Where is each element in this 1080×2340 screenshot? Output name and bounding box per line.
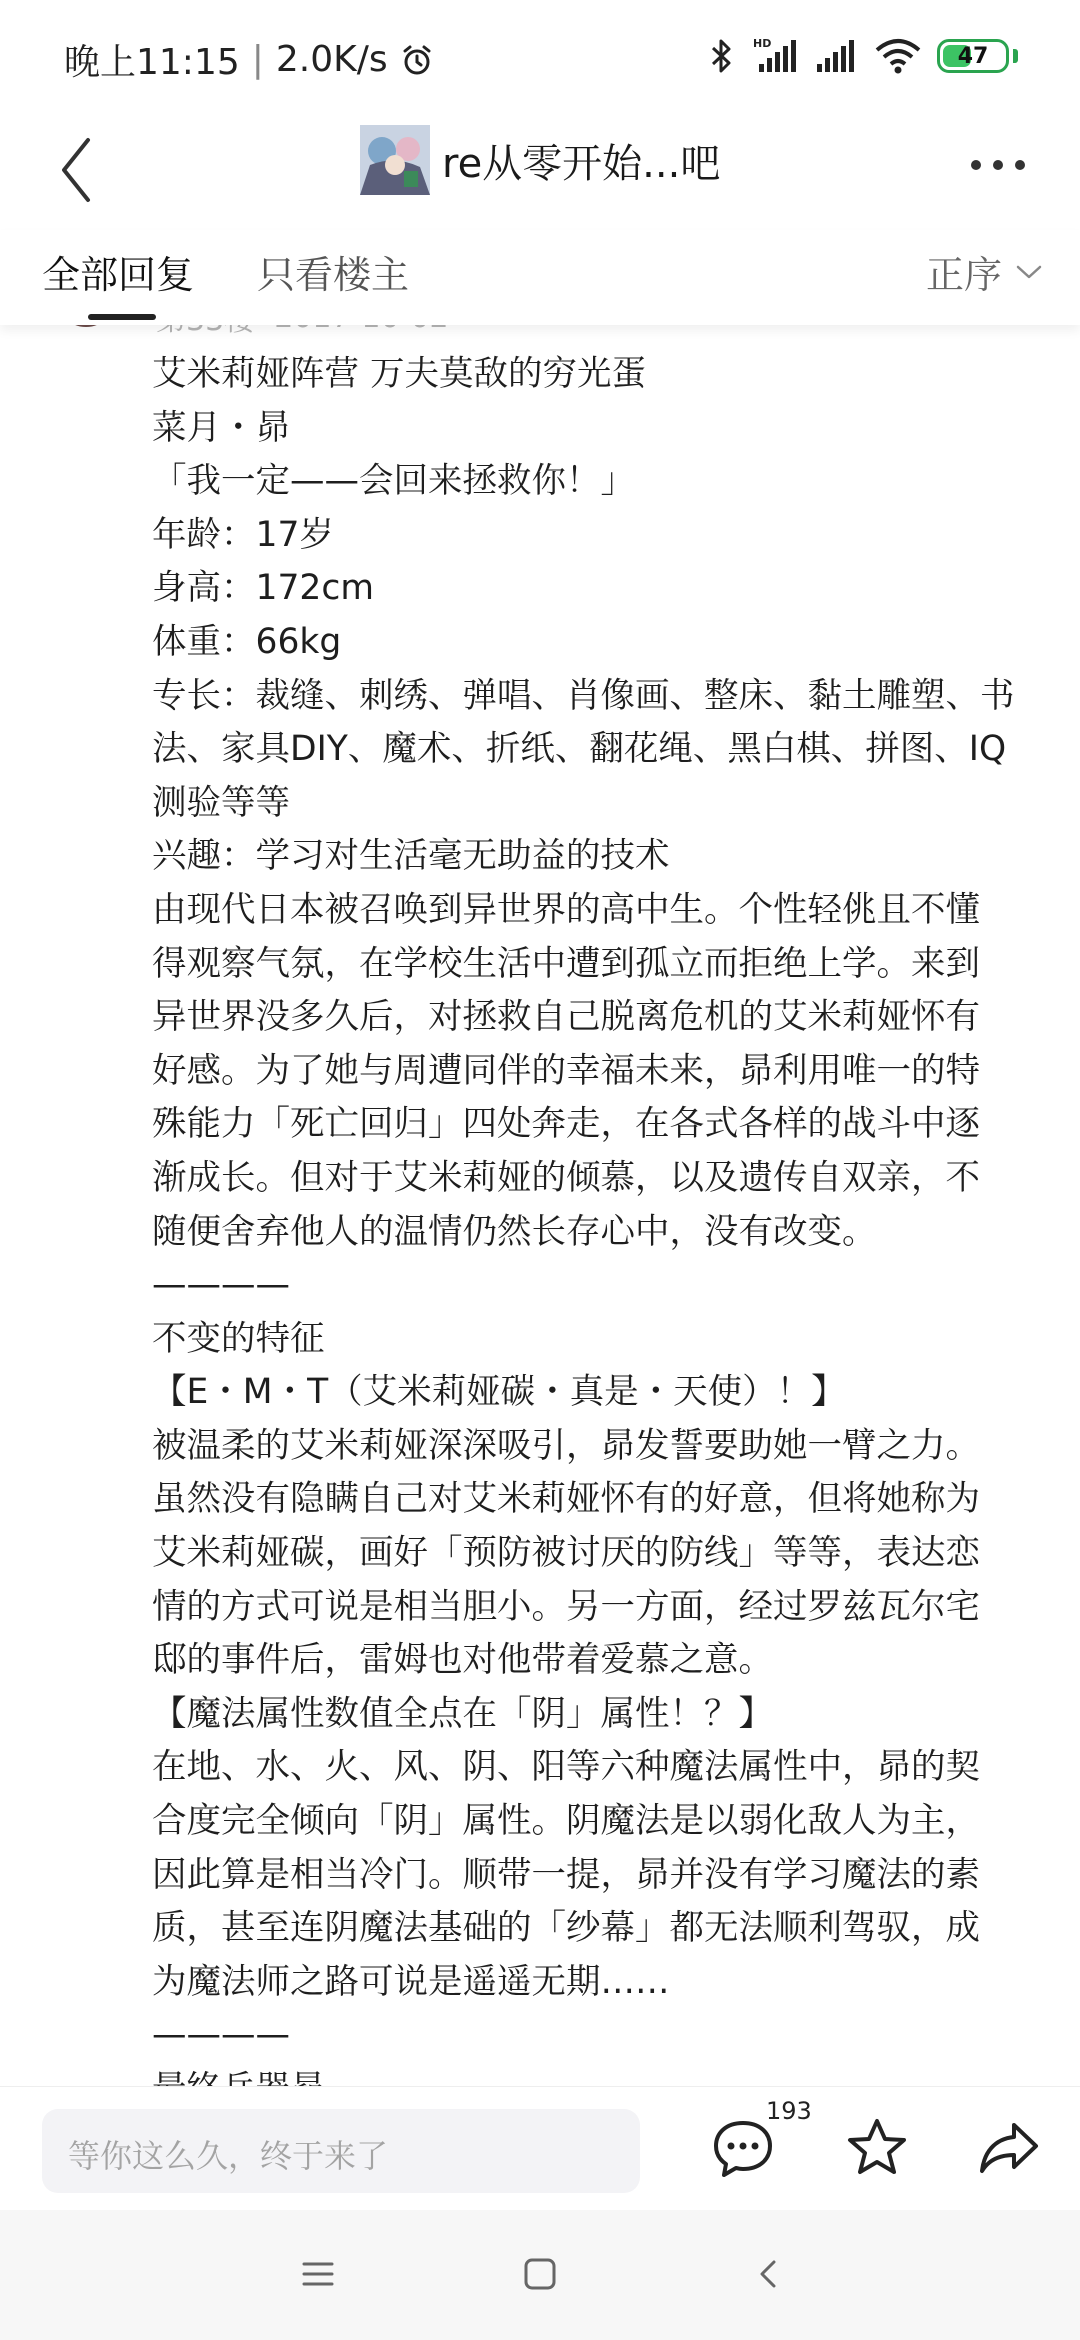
status-separator: | [251, 39, 264, 80]
star-icon[interactable] [842, 2113, 912, 2183]
post-line: 法、家具DIY、魔术、折纸、翻花绳、黑白棋、拼图、IQ [152, 729, 1007, 770]
tab-all-replies[interactable]: 全部回复 [42, 253, 195, 297]
post-line: 得观察气氛，在学校生活中遭到孤立而拒绝上学。来到 [152, 943, 980, 984]
post-content-area[interactable] [0, 300, 1080, 2086]
post-line: 测验等等 [152, 782, 290, 823]
post-line: 好感。为了她与周遭同伴的幸福未来，昴利用唯一的特 [152, 1050, 980, 1091]
post-line: 因此算是相当冷门。顺带一提，昴并没有学习魔法的素 [152, 1854, 980, 1895]
battery-tip [1013, 49, 1018, 63]
post-line: 渐成长。但对于艾米莉娅的倾慕，以及遗传自双亲，不 [152, 1157, 980, 1198]
signal-hd-icon [753, 36, 801, 76]
post-line: 由现代日本被召唤到异世界的高中生。个性轻佻且不懂 [152, 889, 980, 930]
post-line: 不变的特征 [152, 1318, 325, 1359]
post-line: 菜月・昴 [152, 407, 290, 448]
post-line: 情的方式可说是相当胆小。另一方面，经过罗兹瓦尔宅 [152, 1586, 980, 1627]
comment-count-badge: 193 [766, 2097, 812, 2125]
forum-avatar-image [360, 125, 430, 195]
tab-bar [0, 230, 1080, 325]
post-line: 身高：172cm [152, 568, 374, 609]
system-nav-bar [0, 2210, 1080, 2340]
more-dots-icon[interactable] [968, 150, 1028, 180]
signal-icon [815, 36, 859, 76]
post-line: 年龄：17岁 [152, 514, 334, 555]
post-body [152, 348, 1052, 2117]
post-line: 为魔法师之路可说是遥遥无期…… [152, 1961, 670, 2002]
forum-avatar[interactable] [360, 125, 430, 195]
chevron-down-icon [1016, 264, 1042, 280]
status-right [705, 36, 1018, 76]
post-line: 体重：66kg [152, 621, 342, 662]
post-line: 【E・M・T（艾米莉娅碳・真是・天使）！】 [152, 1372, 846, 1413]
post-line: 质，甚至连阴魔法基础的「纱幕」都无法顺利驾驭，成 [152, 1908, 980, 1949]
bluetooth-icon [705, 36, 739, 76]
post-line: 随便舍弃他人的温情仍然长存心中，没有改变。 [152, 1211, 877, 1252]
post-line: 异世界没多久后，对拯救自己脱离危机的艾米莉娅怀有 [152, 997, 980, 1038]
back-nav-icon[interactable] [748, 2254, 788, 2294]
post-line: 艾米莉娅碳，画好「预防被讨厌的防线」等等，表达恋 [152, 1533, 980, 1574]
post-line: 在地、水、火、风、阴、阳等六种魔法属性中，昴的契 [152, 1747, 980, 1788]
status-time: 晚上11:15 [64, 42, 240, 83]
status-left [64, 34, 434, 85]
network-speed: 2.0K/s [275, 39, 388, 80]
battery-indicator [937, 39, 1009, 73]
reply-input[interactable]: 等你这么久，终于来了 [42, 2109, 640, 2193]
post-line: 艾米莉娅阵营 万夫莫敌的穷光蛋 [152, 354, 646, 394]
status-bar [0, 0, 1080, 110]
share-icon[interactable] [974, 2113, 1044, 2183]
post-line: 被温柔的艾米莉娅深深吸引，昴发誓要助她一臂之力。 [152, 1425, 980, 1466]
back-arrow-icon[interactable] [52, 130, 112, 210]
post-line: 「我一定——会回来拯救你！」 [152, 461, 635, 502]
battery-level: 47 [957, 43, 989, 69]
alarm-icon [400, 43, 434, 77]
post-line: 合度完全倾向「阴」属性。阴魔法是以弱化敌人为主， [152, 1801, 980, 1842]
menu-icon[interactable] [298, 2254, 338, 2294]
home-icon[interactable] [520, 2254, 560, 2294]
tab-owner-only[interactable]: 只看楼主 [257, 253, 410, 297]
post-line: ———— [152, 1265, 290, 1306]
post-line: 兴趣：学习对生活毫无助益的技术 [152, 836, 670, 877]
post-line: 专长：裁缝、刺绣、弹唱、肖像画、整床、黏土雕塑、书 [152, 675, 1015, 716]
post-line: 殊能力「死亡回归」四处奔走，在各式各样的战斗中逐 [152, 1104, 980, 1145]
post-line: 【魔法属性数值全点在「阴」属性！？】 [152, 1693, 773, 1734]
post-line: ———— [152, 2015, 290, 2056]
svg-text:HD: HD [753, 37, 772, 50]
wifi-icon [873, 36, 923, 76]
tab-active-indicator [88, 314, 156, 320]
sort-label: 正序 [925, 253, 1002, 297]
reply-bar [0, 2086, 1080, 2210]
post-line: 邸的事件后，雷姆也对他带着爱慕之意。 [152, 1640, 773, 1681]
forum-title[interactable]: re从零开始...吧 [442, 141, 721, 187]
sort-toggle[interactable] [926, 244, 1042, 299]
post-line: 虽然没有隐瞒自己对艾米莉娅怀有的好意，但将她称为 [152, 1479, 980, 1520]
title-bar [0, 110, 1080, 230]
